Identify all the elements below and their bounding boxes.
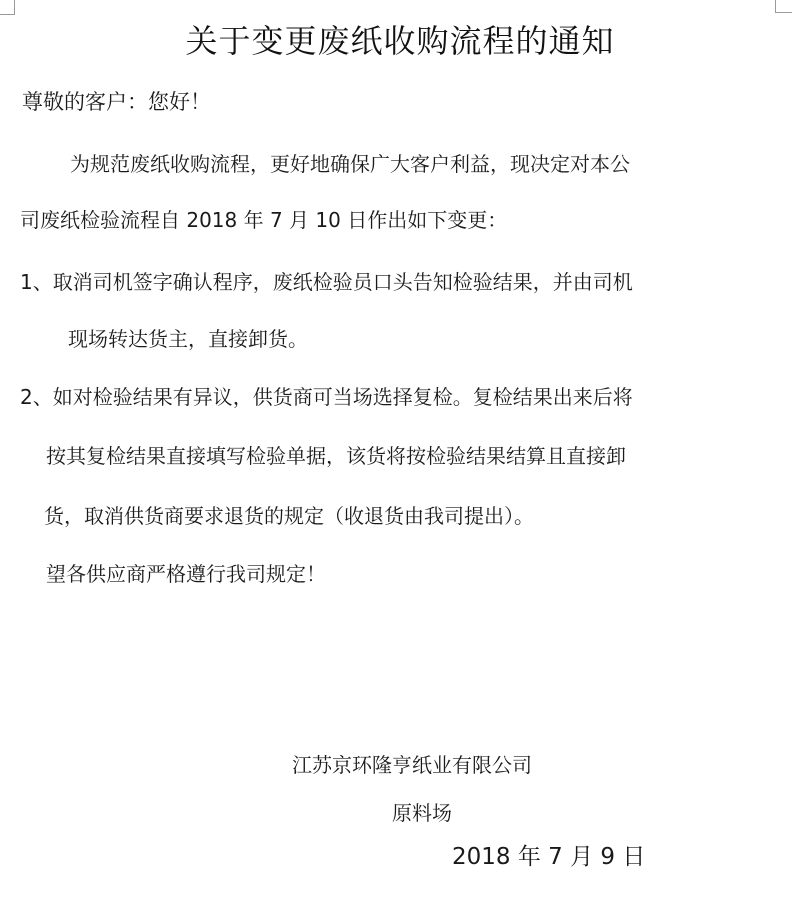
greeting-text: 尊敬的客户：您好！ — [22, 90, 211, 114]
signature-department: 原料场 — [392, 801, 452, 825]
page-corner-mark-right — [775, 0, 792, 13]
change-item-2-line-2: 按其复检结果直接填写检验单据，该货将按检验结果结算且直接卸 — [46, 444, 626, 468]
intro-paragraph-line-1: 为规范废纸收购流程，更好地确保广大客户利益，现决定对本公 — [70, 152, 630, 176]
change-item-1-line-2: 现场转达货主，直接卸货。 — [68, 327, 308, 351]
signature-company: 江苏京环隆亨纸业有限公司 — [292, 753, 532, 777]
signature-date: 2018 年 7 月 9 日 — [452, 844, 646, 870]
intro-paragraph-line-2: 司废纸检验流程自 2018 年 7 月 10 日作出如下变更： — [20, 208, 508, 232]
closing-text: 望各供应商严格遵行我司规定！ — [46, 562, 326, 586]
change-item-1-line-1: 1、取消司机签字确认程序，废纸检验员口头告知检验结果，并由司机 — [20, 270, 633, 294]
change-item-2-line-3: 货，取消供货商要求退货的规定（收退货由我司提出）。 — [44, 504, 534, 528]
change-item-2-line-1: 2、如对检验结果有异议，供货商可当场选择复检。复检结果出来后将 — [20, 385, 633, 409]
notice-title: 关于变更废纸收购流程的通知 — [185, 22, 615, 60]
page-corner-mark-left — [0, 0, 15, 15]
